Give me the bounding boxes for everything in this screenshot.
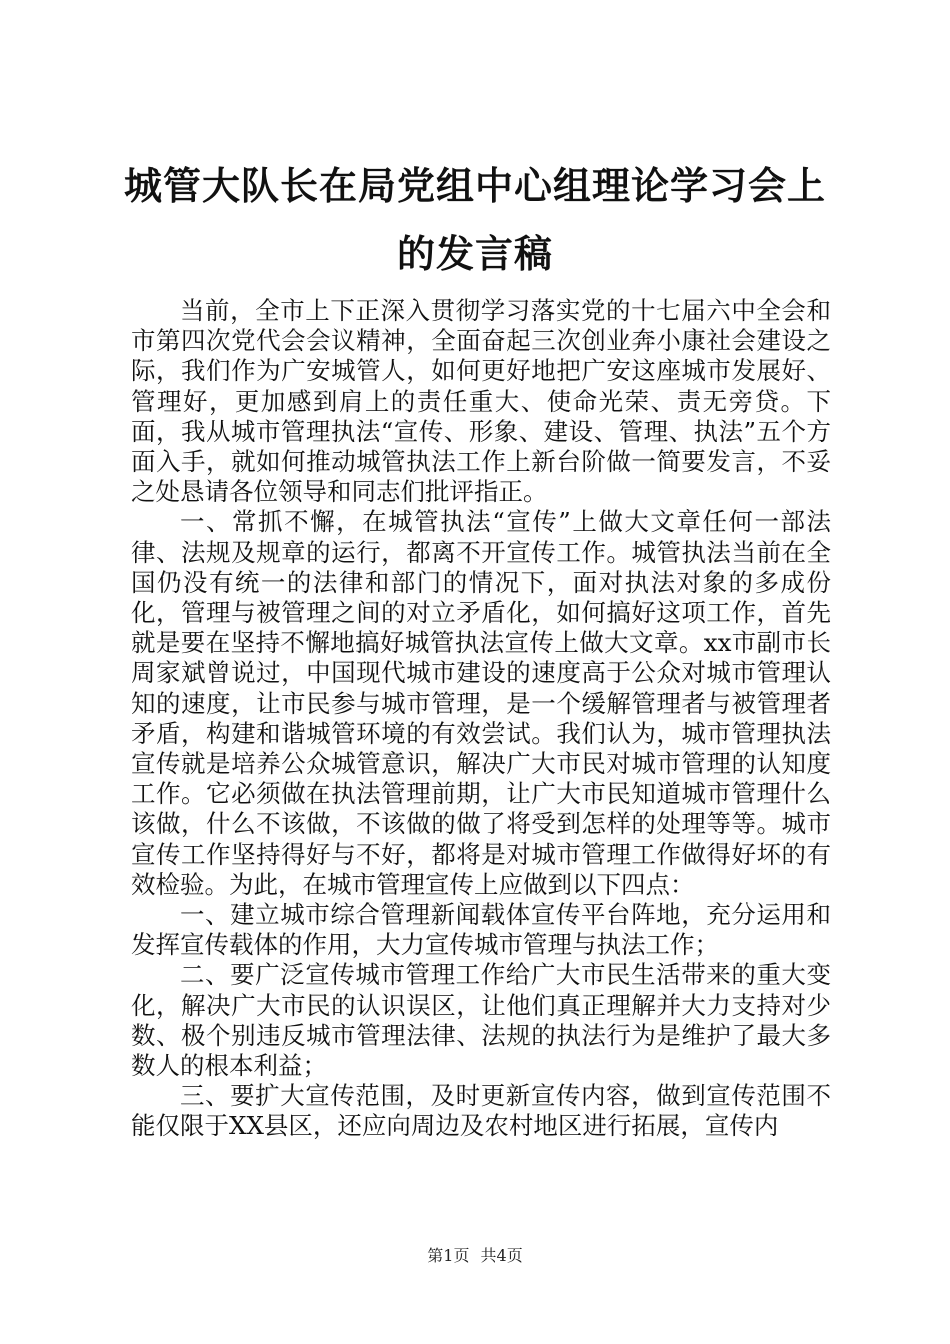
- paragraph: 二、要广泛宣传城市管理工作给广大市民生活带来的重大变化，解决广大市民的认识误区，让他们真正理解并大力支持对少数、极个别违反城市管理法律、法规的执法行为是维护了最大多数人的根本利益；: [131, 960, 831, 1081]
- page-footer: [0, 1243, 950, 1266]
- paragraph: 当前，全市上下正深入贯彻学习落实党的十七届六中全会和市第四次党代会会议精神，全面奋起三次创业奔小康社会建设之际，我们作为广安城管人，如何更好地把广安这座城市发展好、管理好，更加感到肩上的责任重大、使命光荣、责无旁贷。下面，我从城市管理执法“宣传、形象、建设、管理、执法”五个方面入手，就如何推动城管执法工作上新台阶做一简要发言，不妥之处恳请各位领导和同志们批评指正。: [131, 296, 831, 507]
- document-body: [131, 296, 831, 1142]
- page-number: 第1页: [427, 1246, 470, 1265]
- page-total: 共4页: [480, 1246, 523, 1265]
- paragraph: 一、常抓不懈，在城管执法“宣传”上做大文章任何一部法律、法规及规章的运行，都离不开宣传工作。城管执法当前在全国仍没有统一的法律和部门的情况下，面对执法对象的多成份化，管理与被管理之间的对立矛盾化，如何搞好这项工作，首先就是要在坚持不懈地搞好城管执法宣传上做大文章。xx市副市长周家斌曾说过，中国现代城市建设的速度高于公众对城市管理认知的速度，让市民参与城市管理，是一个缓解管理者与被管理者矛盾，构建和谐城管环境的有效尝试。我们认为，城市管理执法宣传就是培养公众城管意识，解决广大市民对城市管理的认知度工作。它必须做在执法管理前期，让广大市民知道城市管理什么该做，什么不该做，不该做的做了将受到怎样的处理等等。城市宣传工作坚持得好与不好，都将是对城市管理工作做得好坏的有效检验。为此，在城市管理宣传上应做到以下四点：: [131, 507, 831, 899]
- document-title: 城管大队长在局党组中心组理论学习会上的发言稿: [123, 163, 826, 276]
- paragraph: 三、要扩大宣传范围，及时更新宣传内容，做到宣传范围不能仅限于XX县区，还应向周边及农村地区进行拓展，宣传内: [131, 1081, 831, 1141]
- paragraph: 一、建立城市综合管理新闻载体宣传平台阵地，充分运用和发挥宣传载体的作用，大力宣传城市管理与执法工作；: [131, 900, 831, 960]
